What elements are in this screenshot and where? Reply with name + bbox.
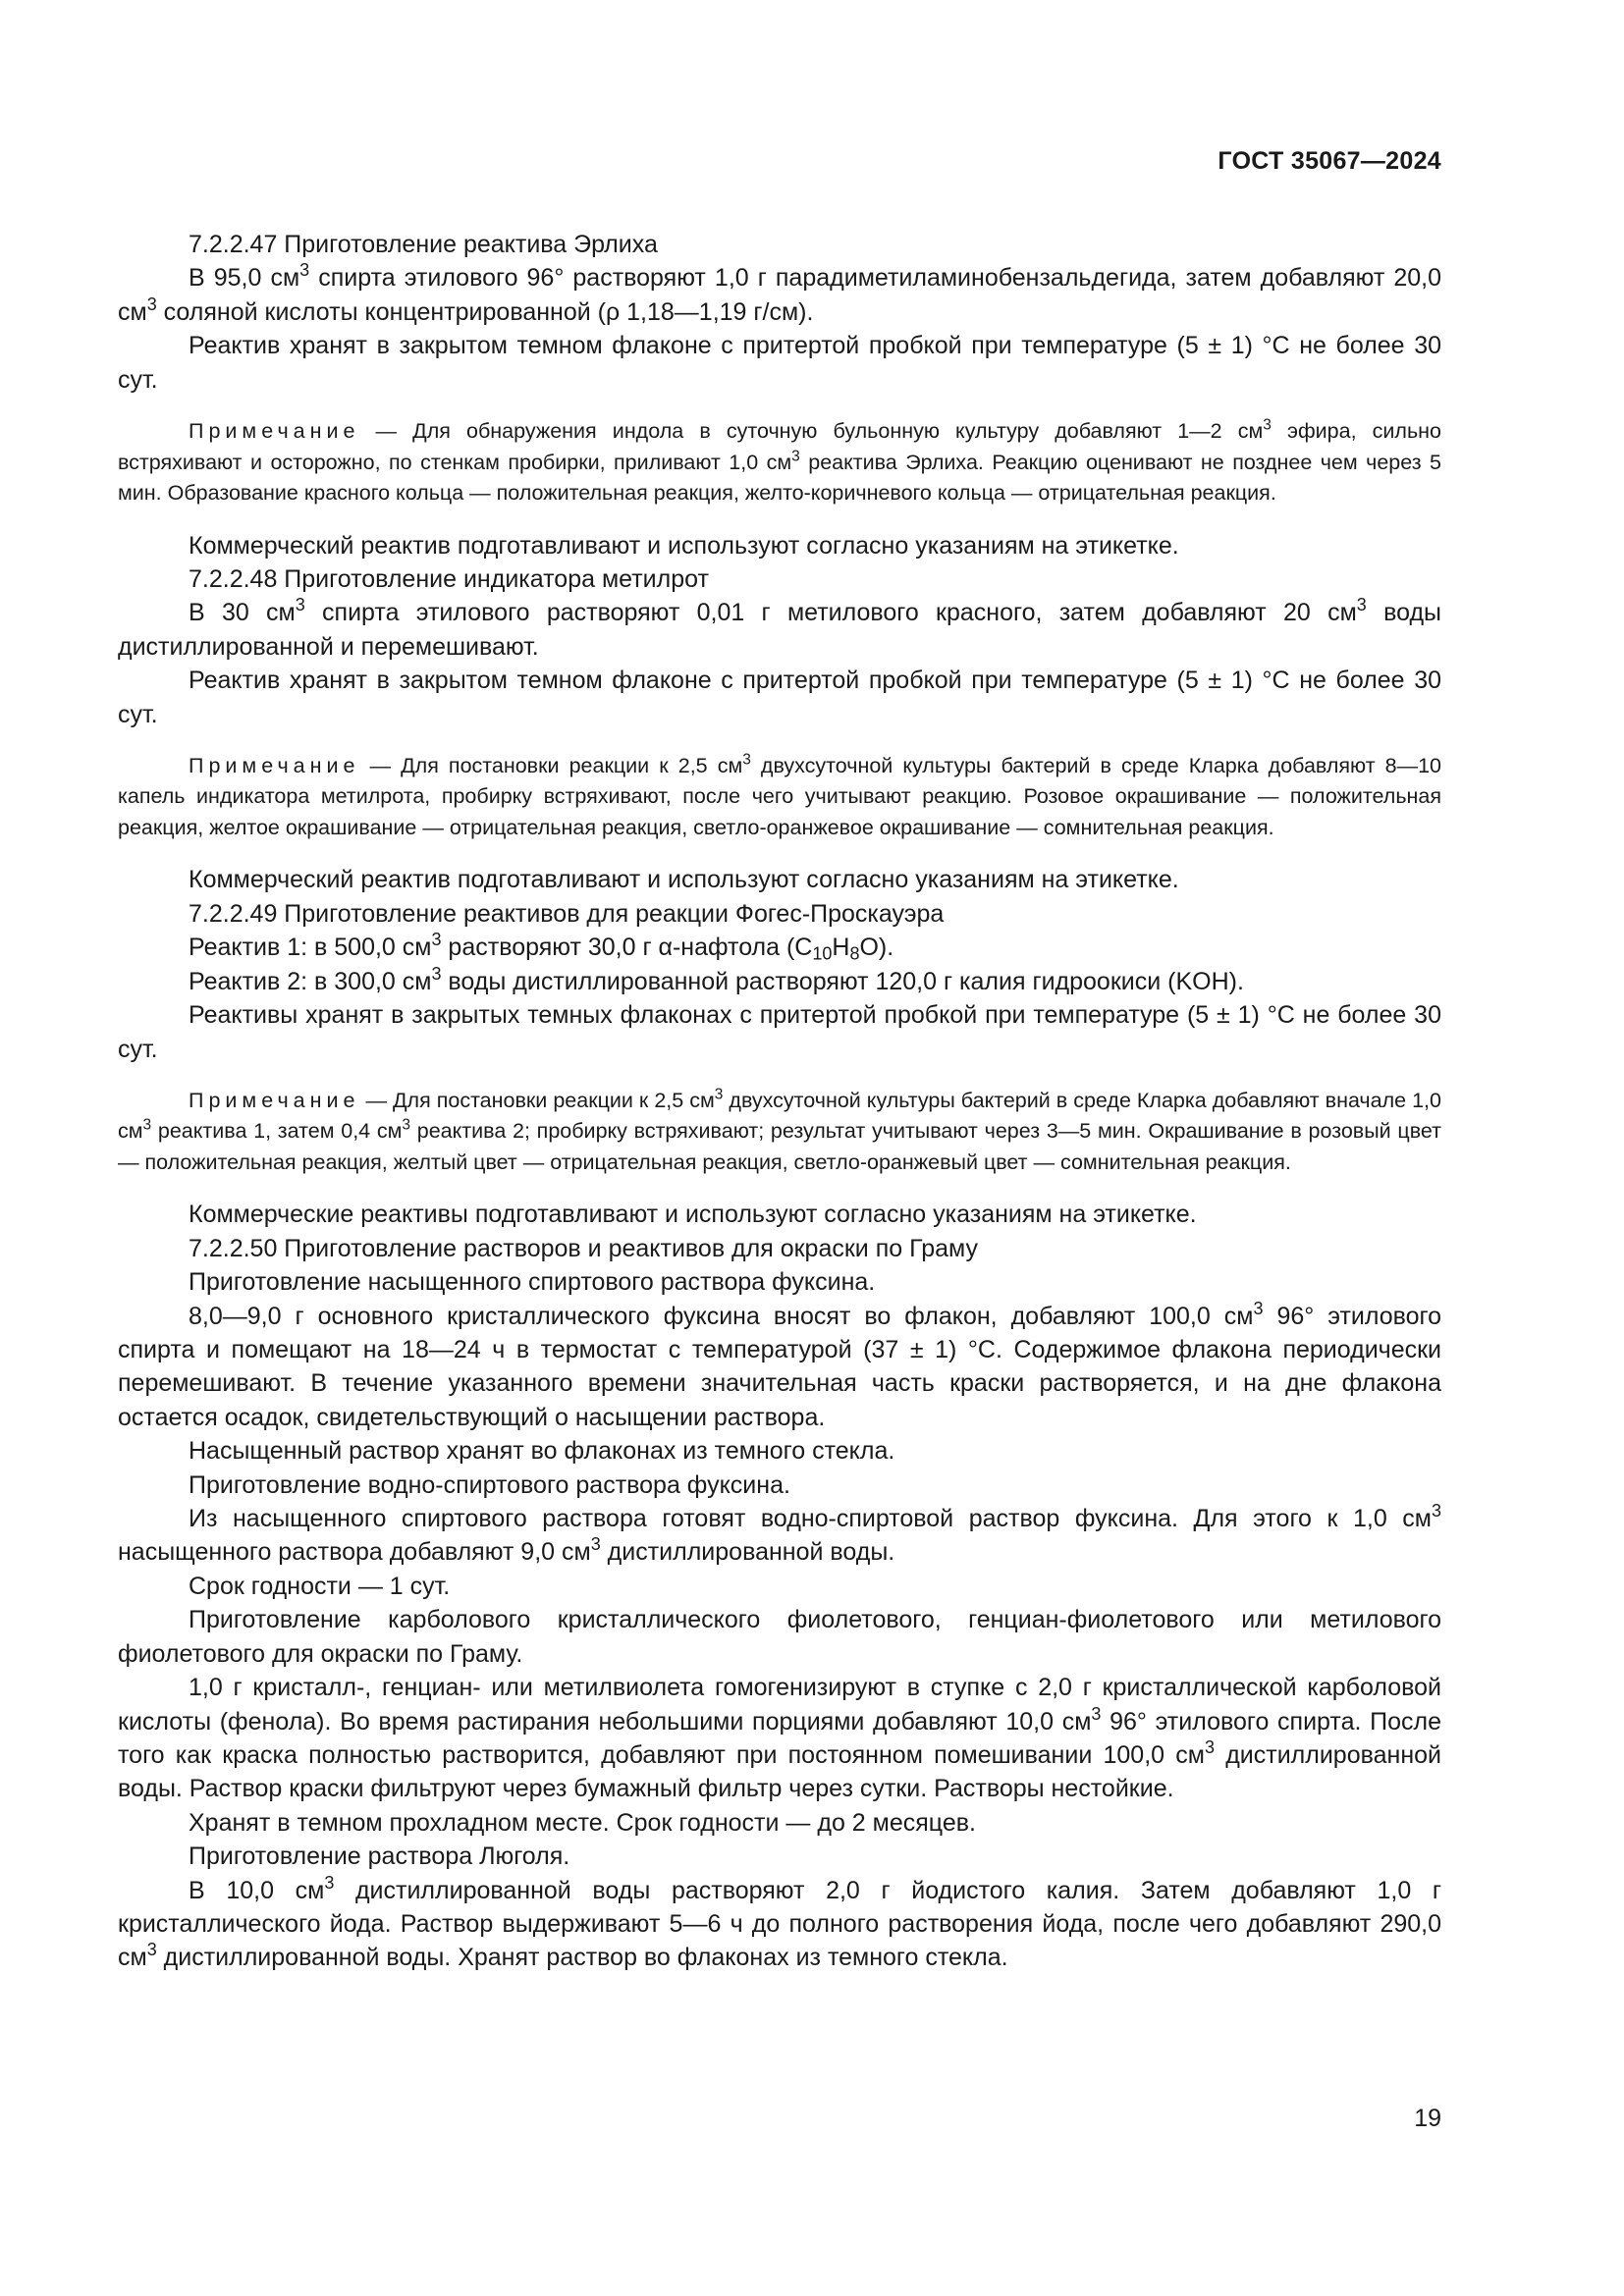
paragraph-methylred-storage: Реактив хранят в закрытом темном флаконе с притертой пробкой при температуре (5 ± 1) °С не более 30 сут.: [118, 667, 1441, 728]
section-title-methylred: 7.2.2.48 Приготовление индикатора метилрот: [189, 564, 709, 593]
paragraph-carbol-title: Приготовление карболового кристаллического фиолетового, генциан-фиолетового или метилового фиолетового для окраски по Граму.: [118, 1606, 1441, 1668]
paragraph-carbol-prep: 1,0 г кристалл-, генциан- или метилвиолета гомогенизируют в ступке с 2,0 г кристаллической карболовой кислоты (фенола). Во время растирания небольшими порциями добавляют 10,0 $см^3$ 96° этилового спирта. После того как краска полностью растворится, добавляют при постоянном помешивании 100,0 $см^3$ дистиллированной воды. Раствор краски фильтруют через бумажный фильтр через сутки. Растворы нестойкие.: [118, 1674, 1441, 1803]
paragraph-aqueous-title: Приготовление водно-спиртового раствора фуксина.: [189, 1470, 790, 1499]
section-title-voges-proskauer: 7.2.2.49 Приготовление реактивов для реакции Фогес-Проскауэра: [189, 899, 945, 928]
paragraph-voges-commercial: Коммерческие реактивы подготавливают и используют согласно указаниям на этикетке.: [189, 1201, 1197, 1229]
page-content: [118, 228, 1441, 1975]
document-id: ГОСТ 35067—2024: [1218, 147, 1441, 175]
page-number: 19: [1414, 2105, 1441, 2132]
paragraph-saturated-title: Приготовление насыщенного спиртового раствора фуксина.: [189, 1268, 876, 1297]
paragraph-lugol-title: Приготовление раствора Люголя.: [189, 1842, 570, 1871]
paragraph-reagents-storage: Реактивы хранят в закрытых темных флаконах с притертой пробкой при температуре (5 ± 1) °С не более 30 сут.: [118, 1001, 1441, 1063]
paragraph-reagent-1: Реактив 1: в 500,0 $см^3$ растворяют 30,0 г α-нафтола $(C_{10}H_8O)$.: [189, 930, 894, 964]
paragraph-aqueous-prep: Из насыщенного спиртового раствора готовят водно-спиртовой раствор фуксина. Для этого к 1,0 $см^3$ насыщенного раствора добавляют 9,0 $см^3$ дистиллированной воды.: [118, 1501, 1441, 1567]
section-title-gram: 7.2.2.50 Приготовление растворов и реактивов для окраски по Граму: [189, 1234, 978, 1262]
note-voges-proskauer: Примечание — Для постановки реакции к 2,5 $см^3$ двухсуточной культуры бактерий в среде Кларка добавляют вначале 1,0 $см^3$ реактива 1, затем 0,4 $см^3$ реактива 2; пробирку встряхивают; результат учитывают через 3—5 мин. Окрашивание в розовый цвет — положительная реакция, желтый цвет — отрицательная реакция, светло-оранжевый цвет — сомнительная реакция.: [118, 1086, 1442, 1174]
paragraph-erlich-commercial: Коммерческий реактив подготавливают и используют согласно указаниям на этикетке.: [189, 531, 1179, 560]
section-title-erlich: 7.2.2.47 Приготовление реактива Эрлиха: [189, 231, 658, 258]
paragraph-lugol-prep: В 10,0 $см^3$ дистиллированной воды растворяют 2,0 г йодистого калия. Затем добавляют 1,0 г кристаллического йода. Раствор выдерживают 5—6 ч до полного растворения йода, после чего добавляют 290,0 $см^3$ дистиллированной воды. Хранят раствор во флаконах из темного стекла.: [118, 1872, 1441, 1972]
paragraph-saturated-prep: 8,0—9,0 г основного кристаллического фуксина вносят во флакон, добавляют 100,0 $см^3$ 96° этилового спирта и помещают на 18—24 ч в термостат с температурой (37 ± 1) °С. Содержимое флакона периодически перемешивают. В течение указанного времени значительная часть краски растворяется, и на дне флакона остается осадок, свидетельствующий о насыщении раствора.: [118, 1298, 1442, 1431]
paragraph-erlich-storage: Реактив хранят в закрытом темном флаконе с притертой пробкой при температуре (5 ± 1) °С не более 30 сут.: [118, 332, 1441, 394]
paragraph-methylred-prep: В 30 $см^3$ спирта этилового растворяют 0,01 г метилового красного, затем добавляют 20 $см^3$ воды дистиллированной и перемешивают.: [118, 595, 1441, 661]
paragraph-methylred-commercial: Коммерческий реактив подготавливают и используют согласно указаниям на этикетке.: [189, 866, 1179, 894]
paragraph-erlich-prep: В 95,0 $см^3$ спирта этилового 96° растворяют 1,0 г парадиметиламинобензальдегида, затем добавляют 20,0 $см^3$ соляной кислоты концентрированной (ρ 1,18—1,19 г/см).: [118, 260, 1441, 326]
paragraph-saturated-storage: Насыщенный раствор хранят во флаконах из темного стекла.: [189, 1437, 895, 1466]
note-erlich: Примечание — Для обнаружения индола в суточную бульонную культуру добавляют 1—2 $см^3$ эфира, сильно встряхивают и осторожно, по стенкам пробирки, приливают 1,0 $см^3$ реактива Эрлиха. Реакцию оценивают не позднее чем через 5 мин. Образование красного кольца — положительная реакция, желто-коричневого кольца — отрицательная реакция.: [118, 416, 1441, 506]
paragraph-carbol-storage: Хранят в темном прохладном месте. Срок годности — до 2 месяцев.: [189, 1808, 976, 1837]
paragraph-aqueous-shelf-life: Срок годности — 1 сут.: [189, 1572, 451, 1600]
note-methylred: Примечание — Для постановки реакции к 2,5 $см^3$ двухсуточной культуры бактерий в среде Кларка добавляют 8—10 капель индикатора метилрота, пробирку встряхивают, после чего учитывают реакцию. Розовое окрашивание — положительная реакция, желтое окрашивание — отрицательная реакция, светло-оранжевое окрашивание — сомнительная реакция.: [118, 751, 1441, 839]
paragraph-reagent-2: Реактив 2: в 300,0 $см^3$ воды дистиллированной растворяют 120,0 г калия гидроокиси (KOH).: [189, 963, 1244, 995]
